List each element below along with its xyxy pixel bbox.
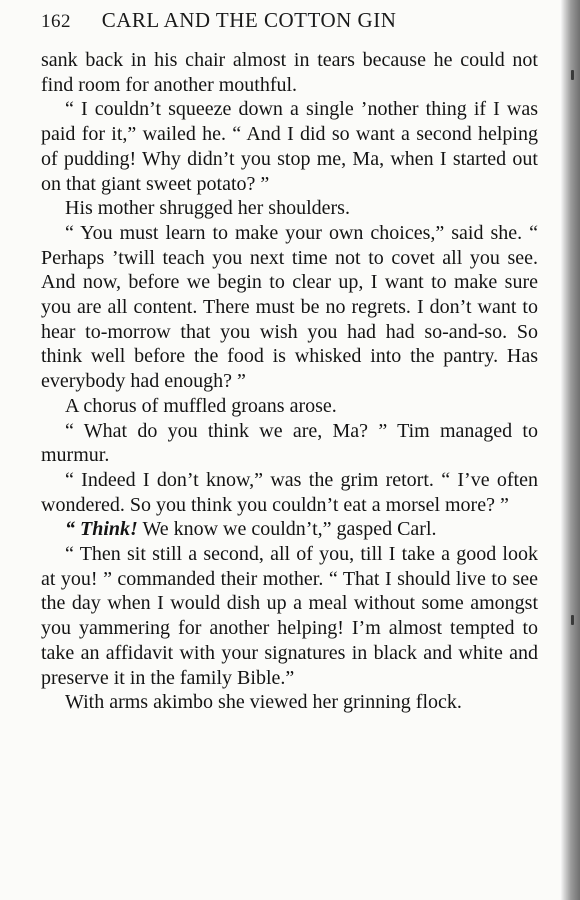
page-number: 162 <box>41 11 71 32</box>
gutter-mark <box>571 615 574 625</box>
paragraph: “ What do you think we are, Ma? ” Tim managed to murmur. <box>41 419 538 467</box>
paragraph: “ You must learn to make your own choices,” said she. “ Perhaps ’twill teach you next time not to covet all you see. And now, before we begin to clear up, I want to make sure you are all content. There must be no regrets. I don’t want to hear to-morrow that you wish you had had so-and-so. So think well before the food is whisked into the pantry. Has everybody had enough? ” <box>41 221 538 393</box>
paragraph: With arms akimbo she viewed her grinning flock. <box>65 691 462 714</box>
emphasis: “ Think! <box>65 518 138 541</box>
paragraph: sank back in his chair almost in tears because he could not find room for another mouthful. <box>41 49 538 96</box>
paragraph: “ Indeed I don’t know,” was the grim retort. “ I’ve often wondered. So you think you couldn’t eat a morsel more? ” <box>41 468 538 516</box>
gutter-mark <box>571 70 574 80</box>
paragraph: His mother shrugged her shoulders. <box>65 197 350 220</box>
paragraph: “ Then sit still a second, all of you, till I take a good look at you! ” commanded their mother. “ That I should live to see the day when I would dish up a meal without some amongst you yammering for another helping! I’m almost tempted to take an affidavit with your signatures in black and white and preserve it in the family Bible.” <box>41 543 538 689</box>
body-text <box>41 48 538 715</box>
paragraph: “ I couldn’t squeeze down a single ’nother thing if I was paid for it,” wailed he. “ And I did so want a second helping of pudding! Why didn’t you stop me, Ma, when I started out on that giant sweet potato? ” <box>41 98 538 195</box>
paragraph <box>41 517 538 542</box>
running-title: CARL AND THE COTTON GIN <box>101 8 397 32</box>
page-gutter-shadow <box>560 0 580 900</box>
paragraph: A chorus of muffled groans arose. <box>65 394 337 417</box>
running-head <box>41 8 551 38</box>
paragraph-rest: We know we couldn’t,” gasped Carl. <box>137 518 437 541</box>
